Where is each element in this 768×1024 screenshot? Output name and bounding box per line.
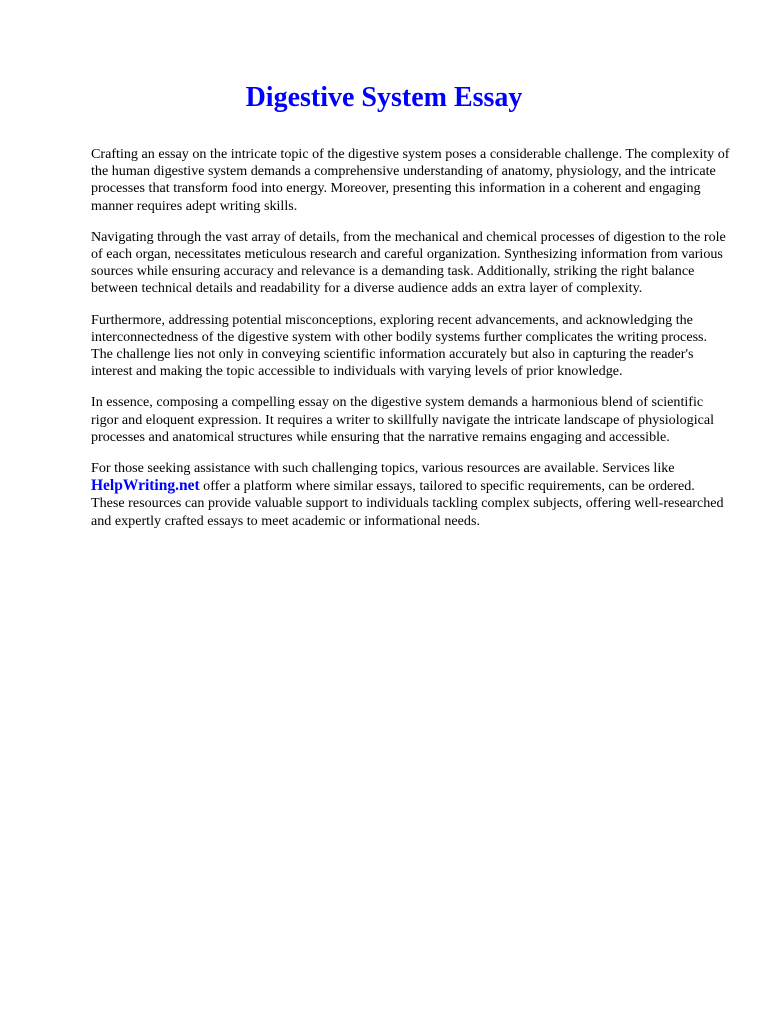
paragraph-2: Navigating through the vast array of details, from the mechanical and chemical processes of digestion to the role of each organ, necessitates meticulous research and careful organization. Synthesizing information from various sources while ensuring accuracy and relevance is a demanding task. Additionally, striking the right balance between technical details and readability for a diverse audience adds an extra layer of complexity. bbox=[91, 228, 726, 297]
paragraph-4: In essence, composing a compelling essay on the digestive system demands a harmonious blend of scientific rigor and eloquent expression. It requires a writer to skillfully navigate the intricate landscape of physiological processes and anatomical structures while ensuring that the narrative remains engaging and accessible. bbox=[91, 394, 715, 445]
paragraph-3: Furthermore, addressing potential misconceptions, exploring recent advancements, and acknowledging the interconnectedness of the digestive system with other bodily systems further complicates the writing process. The challenge lies not only in conveying scientific information accurately but also in capturing the reader's interest and making the topic accessible to individuals with varying levels of prior knowledge. bbox=[91, 311, 708, 380]
page-title: Digestive System Essay bbox=[245, 82, 523, 113]
paragraph-5 bbox=[91, 460, 731, 530]
paragraph-5-before-link: For those seeking assistance with such challenging topics, various resources are available. Services like bbox=[91, 460, 675, 477]
helpwriting-link[interactable]: HelpWriting.net bbox=[91, 477, 200, 495]
essay-body bbox=[91, 146, 731, 544]
paragraph-5-after-link: offer a platform where similar essays, tailored to specific requirements, can be ordered. These resources can provide valuable support to individuals tackling complex subjects, offering well-researched and expertly crafted essays to meet academic or informational needs. bbox=[91, 478, 724, 529]
paragraph-1: Crafting an essay on the intricate topic of the digestive system poses a considerable challenge. The complexity of the human digestive system demands a comprehensive understanding of anatomy, physiology, and the intricate processes that transform food into energy. Moreover, presenting this information in a coherent and engaging manner requires adept writing skills. bbox=[91, 146, 730, 214]
